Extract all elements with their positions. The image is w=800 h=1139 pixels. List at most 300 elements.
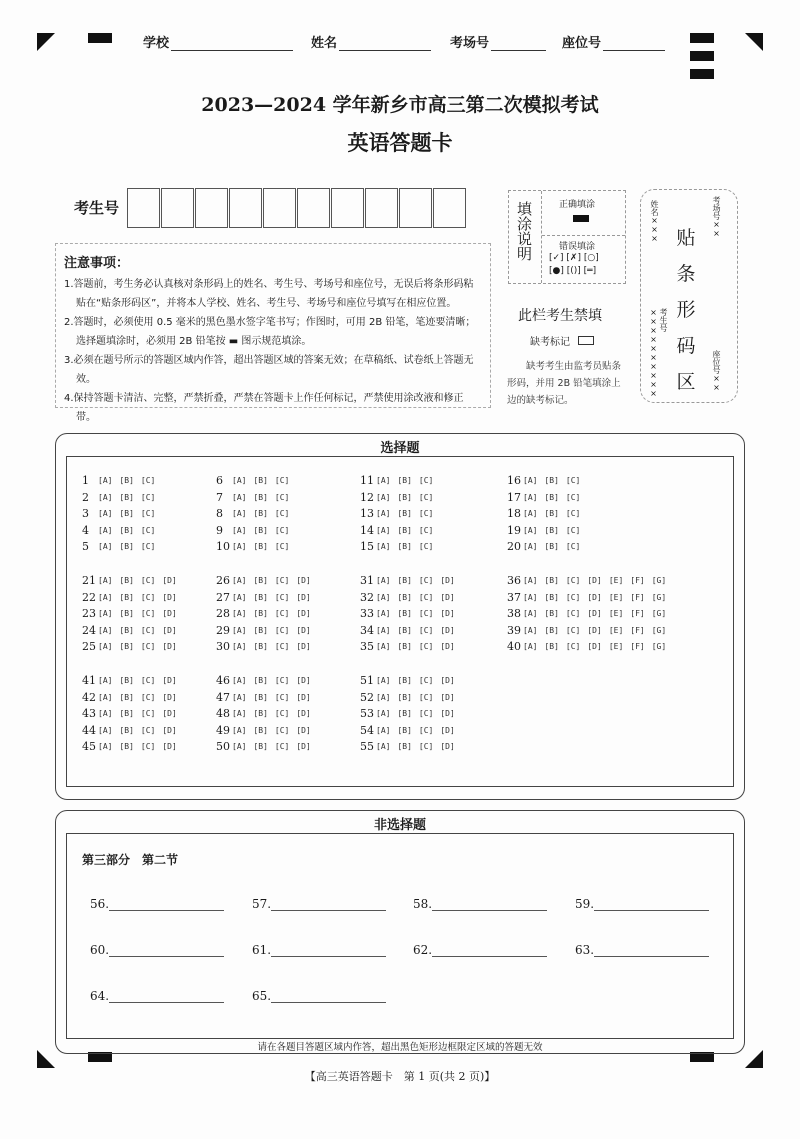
bubble-D[interactable]: [D] [296,576,311,585]
bubble-C[interactable]: [C] [418,576,434,585]
bubble-B[interactable]: [B] [253,525,268,535]
bubble-D[interactable]: [D] [587,625,602,635]
question-number: 35 [360,640,374,654]
bubble-B[interactable]: [B] [253,542,268,552]
student-id-digit-box[interactable] [195,188,228,228]
student-id-digit-box[interactable] [331,188,364,228]
blank-line[interactable] [271,898,386,911]
blank-line[interactable] [109,990,224,1003]
question-number: 26 [216,574,230,587]
question-number: 32 [360,590,374,604]
question-number: 50 [216,740,230,754]
bubble-C[interactable]: [C] [565,525,581,535]
bubble-A[interactable]: [A] [232,476,247,485]
bubble-C[interactable]: [C] [418,725,434,735]
bubble-B[interactable]: [B] [119,692,134,702]
bubble-B[interactable]: [B] [544,542,559,552]
bubble-D[interactable]: [D] [440,676,455,685]
question-number: 24 [82,623,96,637]
bubble-A[interactable]: [A] [232,692,247,702]
student-id-digit-box[interactable] [229,188,262,228]
question-number: 21 [82,574,96,587]
bubble-C[interactable]: [C] [274,576,290,585]
bubble-B[interactable]: [B] [544,509,559,519]
question-number: 1 [82,474,89,487]
question-number: 52 [360,690,374,704]
choice-question-54 [360,724,462,737]
student-id-digit-box[interactable] [127,188,160,228]
bubble-B[interactable]: [B] [253,576,268,585]
bubble-C[interactable]: [C] [274,692,290,702]
bubble-A[interactable]: [A] [232,725,247,735]
bubble-A[interactable]: [A] [98,725,113,735]
question-number: 33 [360,607,374,621]
correct-fill-example [573,215,589,222]
bubble-E[interactable]: [E] [608,592,624,602]
blank-number: 60. [90,943,110,957]
absent-mark[interactable] [530,333,594,348]
bubble-B[interactable]: [B] [253,742,268,752]
bubble-C[interactable]: [C] [418,609,434,619]
bubble-B[interactable]: [B] [119,576,134,585]
bubble-C[interactable]: [C] [565,542,581,552]
answer-blank[interactable] [252,943,386,957]
school-field[interactable] [143,32,293,51]
bubble-A[interactable]: [A] [376,742,391,752]
bubble-D[interactable]: [D] [162,676,177,685]
bubble-A[interactable]: [A] [376,476,391,485]
bubble-C[interactable]: [C] [274,742,290,752]
bubble-B[interactable]: [B] [253,476,268,485]
bubble-C[interactable]: [C] [274,709,290,719]
bubble-D[interactable]: [D] [296,725,311,735]
bubble-A[interactable]: [A] [232,676,247,685]
bubble-A[interactable]: [A] [376,725,391,735]
bubble-C[interactable]: [C] [418,692,434,702]
choice-question-23 [82,607,184,620]
bubble-B[interactable]: [B] [397,709,412,719]
bubble-F[interactable]: [F] [630,625,645,635]
bubble-C[interactable]: [C] [140,476,156,485]
bubble-C[interactable]: [C] [140,509,156,519]
bubble-D[interactable]: [D] [296,592,311,602]
wrong-fill-examples-1: [✓] [✗] [○] [549,253,599,263]
bubble-C[interactable]: [C] [274,676,290,685]
choice-question-7 [216,491,296,504]
bubble-A[interactable]: [A] [232,542,247,552]
bubble-C[interactable]: [C] [565,492,581,502]
bubble-B[interactable]: [B] [544,492,559,502]
bubble-A[interactable]: [A] [98,742,113,752]
bubble-B[interactable]: [B] [119,742,134,752]
bubble-C[interactable]: [C] [565,576,581,585]
bubble-A[interactable]: [A] [523,642,538,652]
bubble-B[interactable]: [B] [544,576,559,585]
bubble-C[interactable]: [C] [418,676,434,685]
room-label: 考场号 [450,36,490,51]
bubble-E[interactable]: [E] [608,642,624,652]
bubble-C[interactable]: [C] [140,592,156,602]
bubble-C[interactable]: [C] [274,642,290,652]
bubble-B[interactable]: [B] [397,725,412,735]
bubble-D[interactable]: [D] [296,625,311,635]
bubble-B[interactable]: [B] [119,709,134,719]
bubble-B[interactable]: [B] [119,625,134,635]
bubble-F[interactable]: [F] [630,592,645,602]
student-id-digit-box[interactable] [263,188,296,228]
bubble-A[interactable]: [A] [376,642,391,652]
instruction-item: 2.答题时，必须使用 0.5 毫米的黑色墨水签字笔书写；作图时，可用 2B 铅笔，笔迹要清晰；选择题填涂时，必须用 2B 铅笔按 ▬ 图示规范填涂。 [64,317,476,347]
blank-line[interactable] [109,944,224,957]
bubble-C[interactable]: [C] [140,625,156,635]
bubble-A[interactable]: [A] [232,642,247,652]
answer-blank[interactable] [252,897,386,911]
bubble-B[interactable]: [B] [544,609,559,619]
bubble-D[interactable]: [D] [296,642,311,652]
bubble-C[interactable]: [C] [274,492,290,502]
bubble-A[interactable]: [A] [98,542,113,552]
question-number: 47 [216,690,230,704]
bubble-B[interactable]: [B] [544,592,559,602]
bubble-B[interactable]: [B] [119,609,134,619]
bubble-C[interactable]: [C] [140,542,156,552]
student-id-digit-box[interactable] [399,188,432,228]
question-number: 49 [216,723,230,737]
timing-mark [690,69,714,79]
blank-number: 63. [575,943,595,957]
bubble-A[interactable]: [A] [232,609,247,619]
bubble-A[interactable]: [A] [98,625,113,635]
bubble-D[interactable]: [D] [162,692,177,702]
blank-line[interactable] [432,944,547,957]
bubble-A[interactable]: [A] [376,492,391,502]
choice-question-31 [360,574,462,587]
bubble-C[interactable]: [C] [565,476,581,485]
bubble-C[interactable]: [C] [418,542,434,552]
bubble-C[interactable]: [C] [274,725,290,735]
question-number: 4 [82,523,89,537]
bubble-G[interactable]: [G] [651,625,667,635]
answer-blank[interactable] [413,943,547,957]
bubble-D[interactable]: [D] [440,725,455,735]
bubble-A[interactable]: [A] [232,709,247,719]
bubble-A[interactable]: [A] [232,576,247,585]
bubble-D[interactable]: [D] [162,642,177,652]
seat-field[interactable] [562,32,665,51]
timing-mark [690,33,714,43]
bubble-B[interactable]: [B] [544,642,559,652]
answer-blank[interactable] [90,989,224,1003]
bubble-C[interactable]: [C] [274,609,290,619]
bubble-C[interactable]: [C] [140,492,156,502]
room-field[interactable] [450,32,546,51]
bubble-B[interactable]: [B] [397,642,412,652]
bubble-B[interactable]: [B] [119,592,134,602]
bubble-D[interactable]: [D] [440,592,455,602]
bubble-C[interactable]: [C] [418,625,434,635]
bubble-B[interactable]: [B] [253,625,268,635]
bubble-B[interactable]: [B] [119,542,134,552]
bubble-A[interactable]: [A] [376,509,391,519]
bubble-A[interactable]: [A] [523,492,538,502]
bubble-B[interactable]: [B] [397,492,412,502]
question-number: 43 [82,707,96,721]
bubble-A[interactable]: [A] [98,509,113,519]
bubble-C[interactable]: [C] [274,592,290,602]
bubble-B[interactable]: [B] [253,709,268,719]
bubble-B[interactable]: [B] [119,509,134,519]
bubble-D[interactable]: [D] [162,592,177,602]
bubble-A[interactable]: [A] [376,609,391,619]
bubble-A[interactable]: [A] [98,642,113,652]
bubble-A[interactable]: [A] [98,525,113,535]
bubble-B[interactable]: [B] [397,676,412,685]
blank-line[interactable] [594,944,709,957]
bubble-A[interactable]: [A] [232,509,247,519]
question-number: 19 [507,523,521,537]
barcode-seat: 座位号×× [712,350,721,392]
bubble-A[interactable]: [A] [376,576,391,585]
absent-checkbox[interactable] [578,336,594,345]
student-id-digit-box[interactable] [433,188,466,228]
bubble-A[interactable]: [A] [232,742,247,752]
student-id-digit-box[interactable] [297,188,330,228]
answer-blank[interactable] [252,989,386,1003]
bubble-B[interactable]: [B] [253,725,268,735]
bubble-C[interactable]: [C] [274,509,290,519]
bubble-B[interactable]: [B] [397,625,412,635]
bubble-D[interactable]: [D] [162,709,177,719]
bubble-D[interactable]: [D] [440,609,455,619]
bubble-B[interactable]: [B] [253,492,268,502]
bubble-C[interactable]: [C] [140,725,156,735]
bubble-A[interactable]: [A] [523,509,538,519]
bubble-A[interactable]: [A] [376,692,391,702]
bubble-D[interactable]: [D] [587,609,602,619]
bubble-B[interactable]: [B] [397,576,412,585]
bubble-B[interactable]: [B] [119,476,134,485]
question-number: 46 [216,674,230,687]
bubble-B[interactable]: [B] [119,525,134,535]
student-id-digit-box[interactable] [365,188,398,228]
bubble-D[interactable]: [D] [296,609,311,619]
bubble-C[interactable]: [C] [140,676,156,685]
bubble-A[interactable]: [A] [98,709,113,719]
bubble-D[interactable]: [D] [440,625,455,635]
bubble-A[interactable]: [A] [232,592,247,602]
student-id-label: 考生号 [74,199,120,217]
choice-question-28 [216,607,318,620]
bubble-E[interactable]: [E] [608,576,624,585]
bubble-D[interactable]: [D] [440,642,455,652]
bubble-D[interactable]: [D] [440,692,455,702]
bubble-A[interactable]: [A] [232,625,247,635]
bubble-C[interactable]: [C] [565,509,581,519]
bubble-B[interactable]: [B] [397,592,412,602]
bubble-B[interactable]: [B] [397,742,412,752]
bubble-D[interactable]: [D] [162,742,177,752]
bubble-A[interactable]: [A] [232,525,247,535]
absent-title: 此栏考生禁填 [518,308,602,324]
question-number: 12 [360,490,374,504]
bubble-D[interactable]: [D] [162,609,177,619]
bubble-A[interactable]: [A] [98,492,113,502]
answer-blank[interactable] [575,943,709,957]
choice-question-42 [82,691,184,704]
bubble-F[interactable]: [F] [630,642,645,652]
bubble-C[interactable]: [C] [140,742,156,752]
bubble-A[interactable]: [A] [523,592,538,602]
bubble-C[interactable]: [C] [565,609,581,619]
bubble-C[interactable]: [C] [140,709,156,719]
bubble-D[interactable]: [D] [440,742,455,752]
bubble-B[interactable]: [B] [119,676,134,685]
bubble-C[interactable]: [C] [565,625,581,635]
student-id-digit-box[interactable] [161,188,194,228]
bubble-A[interactable]: [A] [376,542,391,552]
bubble-A[interactable]: [A] [98,476,113,485]
bubble-B[interactable]: [B] [119,725,134,735]
wrong-fill-label: 错误填涂 [559,242,596,252]
bubble-C[interactable]: [C] [274,625,290,635]
bubble-A[interactable]: [A] [523,625,538,635]
wrong-fill-examples-2: [●] [()] [═] [549,266,597,276]
bubble-C[interactable]: [C] [274,525,290,535]
bubble-B[interactable]: [B] [544,476,559,485]
bubble-D[interactable]: [D] [296,709,311,719]
bubble-A[interactable]: [A] [523,525,538,535]
bubble-A[interactable]: [A] [98,609,113,619]
bubble-C[interactable]: [C] [418,492,434,502]
bubble-C[interactable]: [C] [140,525,156,535]
bubble-C[interactable]: [C] [140,576,156,585]
bubble-D[interactable]: [D] [162,576,177,585]
bubble-C[interactable]: [C] [565,592,581,602]
blank-number: 57. [252,897,272,911]
bubble-G[interactable]: [G] [651,609,667,619]
blank-line[interactable] [432,898,547,911]
blank-line[interactable] [594,898,709,911]
bubble-B[interactable]: [B] [544,625,559,635]
name-field[interactable] [311,32,431,51]
choice-question-34 [360,624,462,637]
bubble-C[interactable]: [C] [418,525,434,535]
blank-line[interactable] [271,990,386,1003]
bubble-A[interactable]: [A] [98,592,113,602]
bubble-D[interactable]: [D] [587,642,602,652]
bubble-B[interactable]: [B] [253,509,268,519]
bubble-C[interactable]: [C] [418,476,434,485]
bubble-B[interactable]: [B] [544,525,559,535]
bubble-D[interactable]: [D] [587,592,602,602]
bubble-A[interactable]: [A] [98,576,113,585]
choice-question-35 [360,640,462,653]
fill-guide [508,190,626,284]
instructions [55,243,491,423]
bubble-D[interactable]: [D] [440,576,455,585]
bubble-B[interactable]: [B] [397,525,412,535]
bubble-A[interactable]: [A] [523,476,538,485]
bubble-A[interactable]: [A] [232,492,247,502]
choice-question-12 [360,491,440,504]
bubble-A[interactable]: [A] [523,609,538,619]
bubble-B[interactable]: [B] [119,642,134,652]
bubble-D[interactable]: [D] [296,742,311,752]
bubble-B[interactable]: [B] [253,692,268,702]
bubble-F[interactable]: [F] [630,576,645,585]
bubble-B[interactable]: [B] [253,592,268,602]
bubble-B[interactable]: [B] [397,476,412,485]
bubble-A[interactable]: [A] [376,709,391,719]
bubble-G[interactable]: [G] [651,642,667,652]
bubble-B[interactable]: [B] [253,642,268,652]
answer-blank[interactable] [90,897,224,911]
blank-line[interactable] [271,944,386,957]
bubble-D[interactable]: [D] [296,692,311,702]
choice-question-20 [507,540,587,553]
bubble-C[interactable]: [C] [274,542,290,552]
bubble-D[interactable]: [D] [587,576,602,585]
bubble-E[interactable]: [E] [608,609,624,619]
bubble-D[interactable]: [D] [162,625,177,635]
bubble-B[interactable]: [B] [397,692,412,702]
bubble-G[interactable]: [G] [651,592,667,602]
bubble-B[interactable]: [B] [397,509,412,519]
bubble-D[interactable]: [D] [162,725,177,735]
bubble-E[interactable]: [E] [608,625,624,635]
bubble-B[interactable]: [B] [253,676,268,685]
choice-question-30 [216,640,318,653]
bubble-C[interactable]: [C] [418,592,434,602]
bubble-G[interactable]: [G] [651,576,667,585]
bubble-C[interactable]: [C] [418,642,434,652]
choice-question-1 [82,474,162,487]
choice-question-29 [216,624,318,637]
bubble-D[interactable]: [D] [440,709,455,719]
bubble-A[interactable]: [A] [376,525,391,535]
question-number: 36 [507,574,521,587]
bubble-C[interactable]: [C] [140,609,156,619]
question-number: 42 [82,690,96,704]
bubble-A[interactable]: [A] [376,676,391,685]
bubble-C[interactable]: [C] [565,642,581,652]
bubble-F[interactable]: [F] [630,609,645,619]
timing-mark [88,33,112,43]
bubble-B[interactable]: [B] [253,609,268,619]
blank-number: 65. [252,989,272,1003]
bubble-C[interactable]: [C] [418,509,434,519]
bubble-C[interactable]: [C] [140,642,156,652]
bubble-A[interactable]: [A] [523,542,538,552]
bubble-C[interactable]: [C] [140,692,156,702]
bubble-B[interactable]: [B] [397,542,412,552]
bubble-C[interactable]: [C] [418,742,434,752]
bubble-C[interactable]: [C] [274,476,290,485]
answer-blank[interactable] [90,943,224,957]
bubble-C[interactable]: [C] [418,709,434,719]
bubble-B[interactable]: [B] [397,609,412,619]
bubble-A[interactable]: [A] [523,576,538,585]
answer-blank[interactable] [413,897,547,911]
bubble-A[interactable]: [A] [376,625,391,635]
bubble-A[interactable]: [A] [376,592,391,602]
bubble-A[interactable]: [A] [98,692,113,702]
answer-blank[interactable] [575,897,709,911]
bubble-A[interactable]: [A] [98,676,113,685]
bubble-D[interactable]: [D] [296,676,311,685]
bubble-B[interactable]: [B] [119,492,134,502]
blank-line[interactable] [109,898,224,911]
